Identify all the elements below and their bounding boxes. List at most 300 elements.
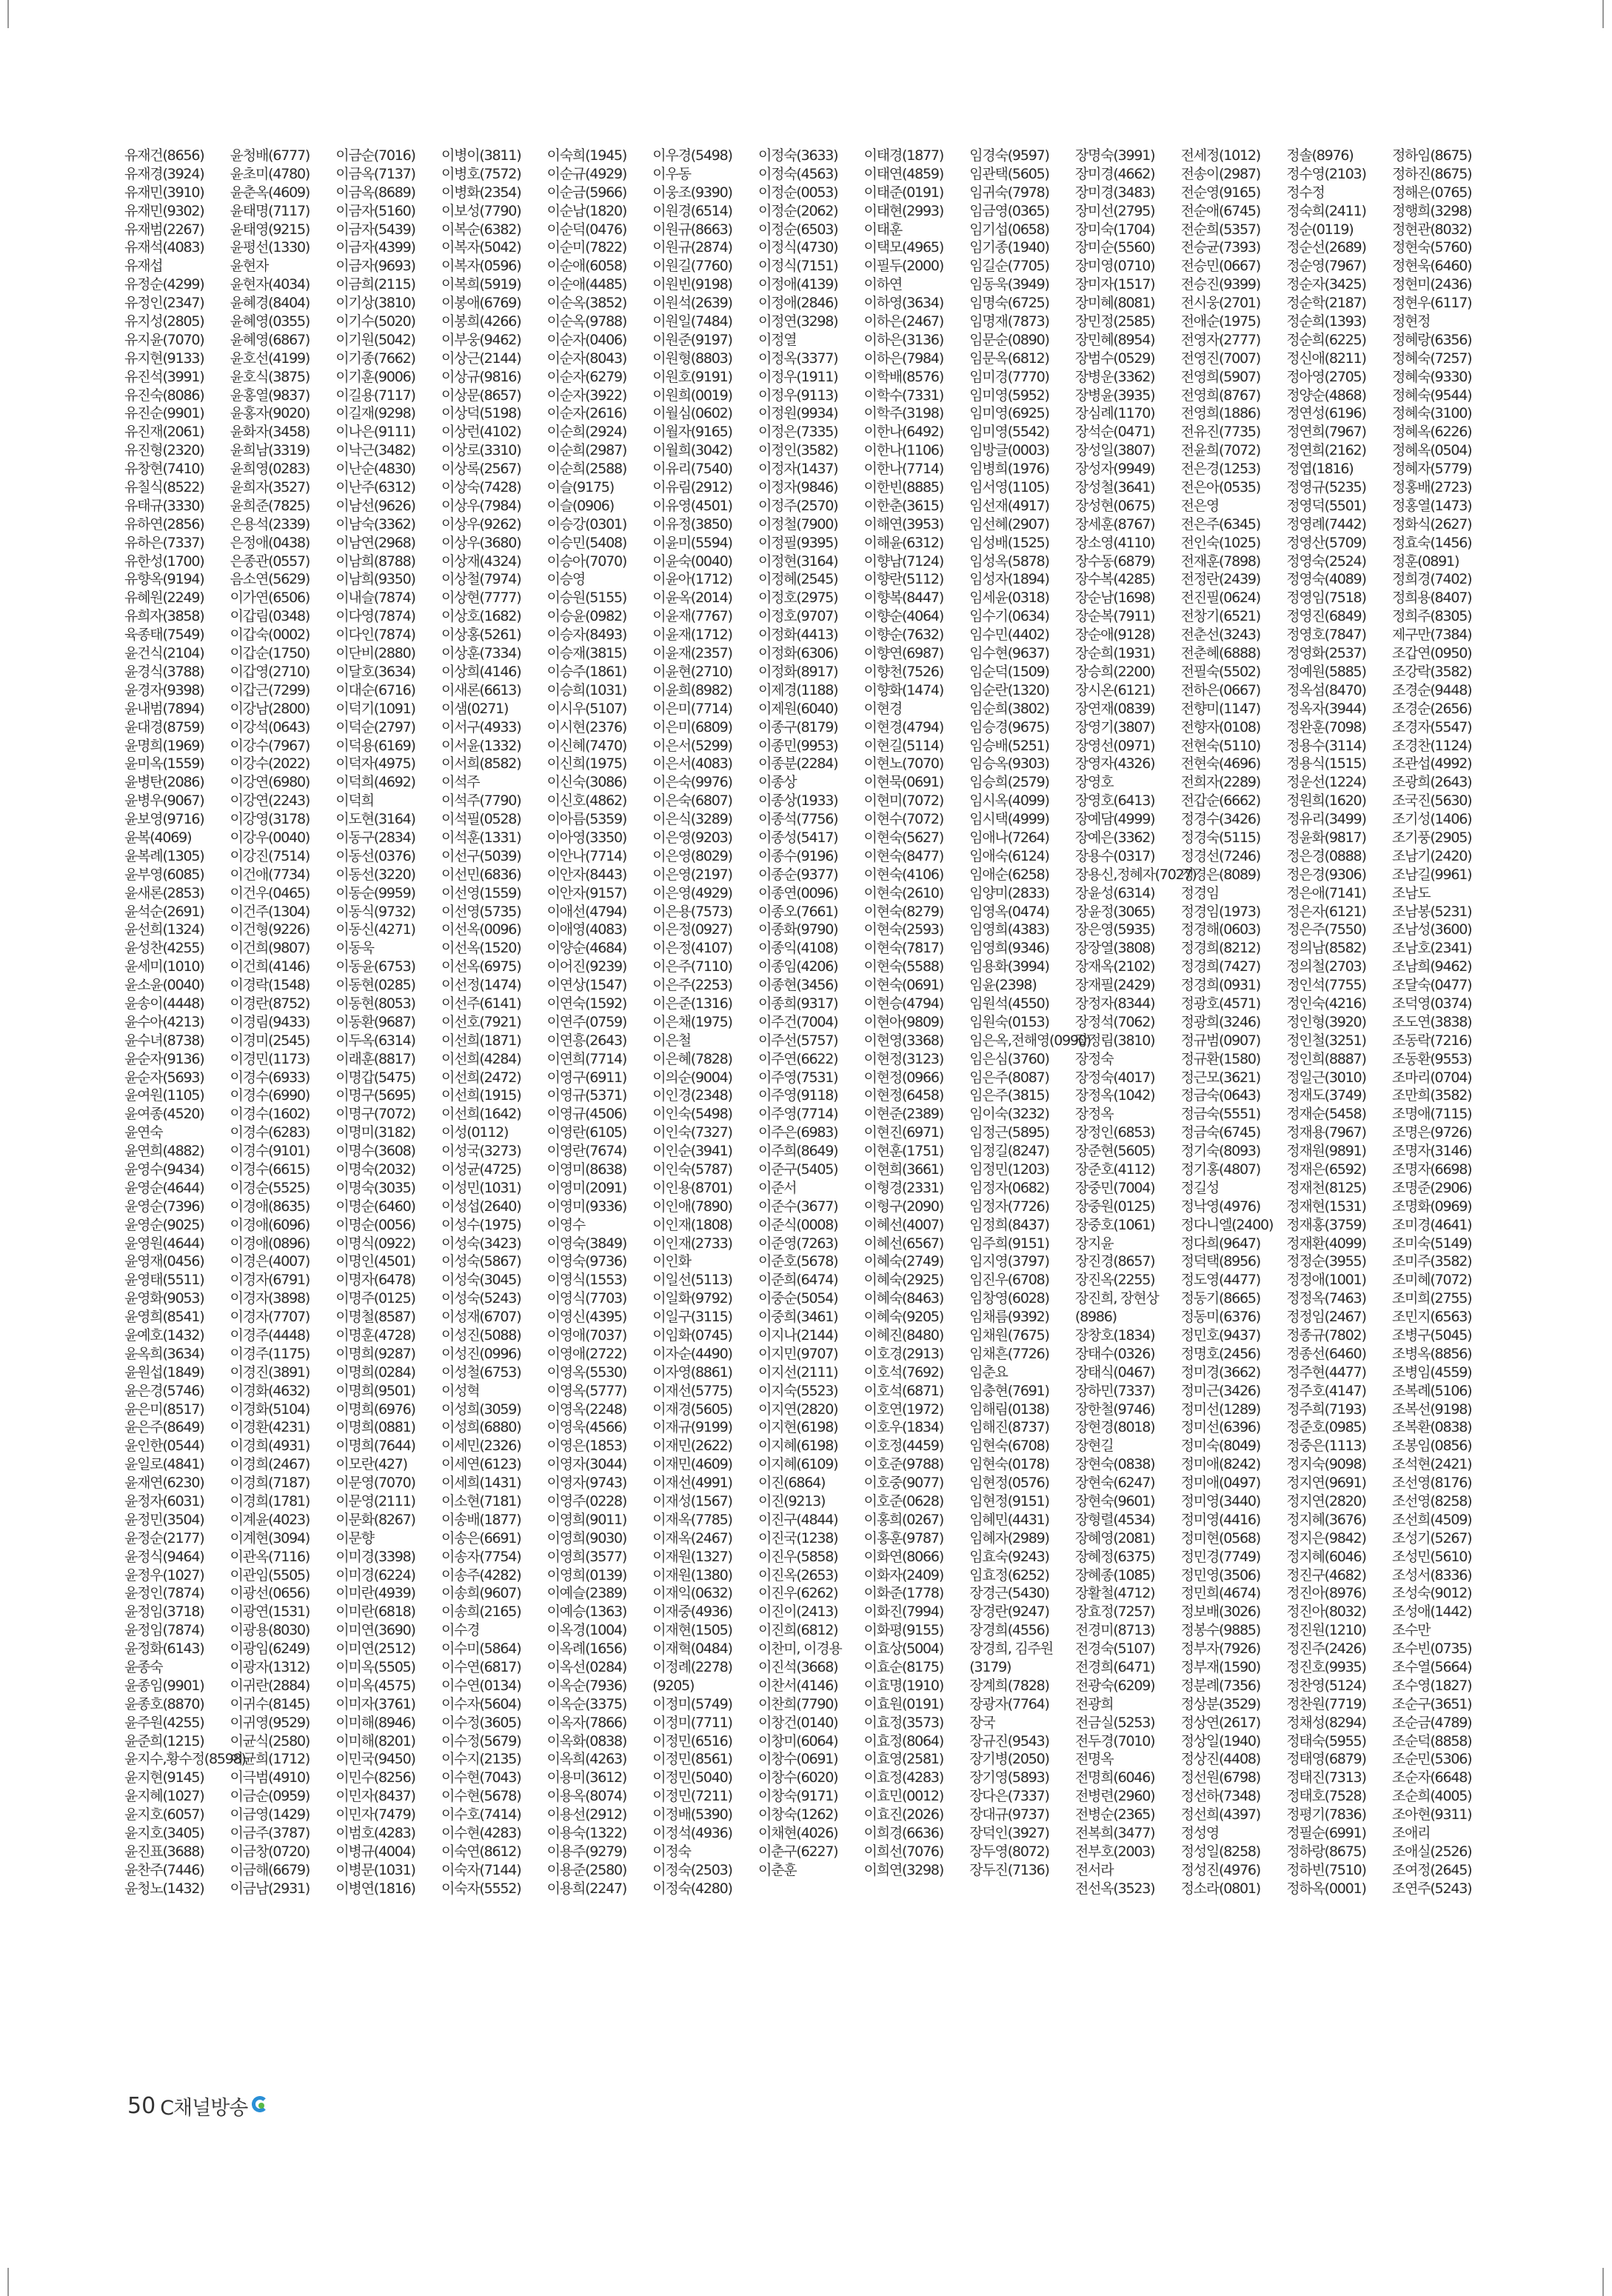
donor-name-entry: 이윤현(2710) (652, 663, 732, 680)
donor-name-entry: 윤건식(2104) (124, 645, 204, 662)
donor-name-entry: 이한나(1106) (863, 442, 944, 459)
donor-name-entry: 정순자(3425) (1286, 276, 1366, 293)
donor-name-entry: 임승옥(9303) (969, 755, 1049, 772)
crop-mark-top-right (1602, 0, 1604, 28)
donor-name-entry: 정지숙(9098) (1286, 1456, 1366, 1473)
donor-name-entry: 정인석(7755) (1286, 977, 1366, 994)
donor-name-entry: 이정민(8561) (652, 1751, 732, 1768)
donor-name-entry: 정현우(6117) (1391, 295, 1472, 312)
donor-name-entry: 이갑림(0348) (230, 608, 310, 625)
donor-name-entry: 이향순(4064) (863, 608, 944, 625)
donor-name-entry: 전시웅(2701) (1180, 295, 1261, 312)
donor-name-entry: 이진(9213) (757, 1493, 826, 1510)
donor-name-entry: 이효정(4283) (863, 1769, 944, 1786)
donor-name-entry: 이일구(3115) (652, 1309, 732, 1326)
donor-name-entry: 이재원(1327) (652, 1548, 732, 1565)
donor-name-entry: 이연희(7714) (546, 1050, 627, 1067)
donor-name-entry: 장순복(7911) (1074, 608, 1155, 625)
donor-name-entry: 정해은(0765) (1391, 184, 1472, 201)
donor-name-entry: 이창숙(1262) (757, 1806, 838, 1823)
name-column (969, 147, 1091, 2043)
donor-name-entry: 이세연(6123) (441, 1456, 521, 1473)
donor-name-entry: 이현희(3661) (863, 1161, 944, 1178)
name-column (124, 147, 246, 2043)
donor-name-entry: 이현정(0966) (863, 1069, 944, 1086)
page-number: 50 (127, 2092, 156, 2119)
donor-name-entry: 정준호(0985) (1286, 1419, 1366, 1436)
donor-name-entry: 임혜자(2989) (969, 1529, 1049, 1546)
donor-name-entry: 유태규(3330) (124, 497, 204, 514)
donor-name-entry: 이현수(7072) (863, 811, 944, 828)
donor-name-entry: 이은정(0927) (652, 921, 732, 938)
donor-name-entry: 장용신,정혜자(7027) (1074, 866, 1197, 883)
donor-name-entry: 이한나(7714) (863, 461, 944, 478)
donor-name-entry: 이선희(2472) (441, 1069, 521, 1086)
donor-name-entry: 조병구(5045) (1391, 1327, 1472, 1344)
donor-name-entry: 이순희(2987) (546, 442, 627, 459)
donor-name-entry: 정태영(6879) (1286, 1751, 1366, 1768)
donor-name-entry: 임서영(1105) (969, 479, 1049, 496)
donor-name-entry: 이은용(7573) (652, 903, 732, 920)
donor-name-entry: 윤태명(7117) (230, 202, 310, 219)
donor-name-entry: 이경애(6096) (230, 1216, 310, 1233)
donor-name-entry: 이창수(0691) (757, 1751, 838, 1768)
donor-name-entry: 윤인한(0544) (124, 1438, 204, 1455)
donor-name-entry: 조남도 (1391, 884, 1431, 901)
donor-name-entry: 윤지현(9145) (124, 1769, 204, 1786)
donor-name-entry: 이병규(4004) (335, 1843, 415, 1860)
donor-name-entry: 조병옥(8856) (1391, 1345, 1472, 1362)
donor-name-entry: 장국 (969, 1714, 995, 1731)
donor-name-entry: 이금순(7016) (335, 147, 415, 164)
donor-name-entry: 조성숙(9012) (1391, 1585, 1472, 1602)
donor-name-entry: 이정화(6306) (757, 645, 838, 662)
donor-name-entry: 장용수(0317) (1074, 847, 1155, 864)
donor-name-entry: 이형구(2090) (863, 1198, 944, 1215)
donor-name-entry: 이화평(9155) (863, 1622, 944, 1639)
donor-name-entry: 장예은(3362) (1074, 829, 1155, 846)
donor-name-entry: 정경숙(5115) (1180, 829, 1261, 846)
donor-name-entry: 조명자(6698) (1391, 1161, 1472, 1178)
donor-name-entry: 조관섭(4992) (1391, 755, 1472, 772)
donor-name-entry: 전두경(7010) (1074, 1732, 1155, 1749)
donor-name-entry: 이주건(7004) (757, 1013, 838, 1030)
donor-name-entry: 이정순(2062) (757, 202, 838, 219)
donor-name-entry: 윤병우(9067) (124, 792, 204, 810)
donor-name-entry: 이남선(9626) (335, 497, 415, 514)
donor-name-entry: 장다은(7337) (969, 1788, 1049, 1805)
donor-name-entry: 전금실(5253) (1074, 1714, 1155, 1731)
donor-name-entry: 이준수(3677) (757, 1198, 838, 1215)
donor-name-entry: 이균희(1712) (230, 1751, 310, 1768)
donor-name-entry: 이현숙(2593) (863, 921, 944, 938)
donor-name-entry: 윤소윤(0040) (124, 977, 204, 994)
donor-name-entry: 조선영(8258) (1391, 1493, 1472, 1510)
donor-name-entry: 장세훈(8767) (1074, 515, 1155, 533)
donor-name-entry: 이건희(9807) (230, 940, 310, 957)
donor-name-entry: 임경숙(9597) (969, 147, 1049, 164)
donor-name-entry: 이혜숙(8463) (863, 1290, 944, 1307)
donor-name-entry: 장광자(7764) (969, 1695, 1049, 1712)
donor-name-entry: 이순자(2616) (546, 405, 627, 422)
donor-name-entry: 조순덕(8858) (1391, 1732, 1472, 1749)
donor-name-entry: 이주영(7531) (757, 1069, 838, 1086)
donor-name-entry: 유재석(4083) (124, 239, 204, 256)
donor-name-entry: 조명애(7115) (1391, 1106, 1472, 1123)
donor-name-entry: 임기섭(0658) (969, 221, 1049, 238)
donor-name-entry: 이동선(3220) (335, 866, 415, 883)
donor-name-entry: 임수현(9637) (969, 645, 1049, 662)
donor-name-entry: 조광희(2643) (1391, 774, 1472, 791)
donor-name-entry: 이상희(4146) (441, 663, 521, 680)
donor-name-entry: 이영희(0139) (546, 1566, 627, 1583)
donor-name-entry: 이상현(7777) (441, 590, 521, 607)
donor-name-entry: 정재현(1531) (1286, 1198, 1366, 1215)
donor-name-entry: 이선옥(6975) (441, 958, 521, 975)
donor-name-entry: 정진아(8032) (1286, 1603, 1366, 1621)
donor-name-entry: 이영애(2722) (546, 1345, 627, 1362)
donor-name-entry: 이순옥(9788) (546, 313, 627, 330)
donor-name-entry: 정하빈(7510) (1286, 1861, 1366, 1878)
donor-name-entry: 장미영(0710) (1074, 258, 1155, 275)
donor-name-entry: 이나은(9111) (335, 424, 415, 441)
donor-name-entry: 이은서(5299) (652, 737, 732, 754)
donor-name-entry: 이미연(2512) (335, 1641, 415, 1658)
donor-name-entry: 조남성(3600) (1391, 921, 1472, 938)
donor-name-entry: 이영식(7703) (546, 1290, 627, 1307)
donor-name-entry: 정원희(1620) (1286, 792, 1366, 810)
donor-name-entry: 이윤숙(0040) (652, 553, 732, 570)
donor-name-entry: 이원일(7484) (652, 313, 732, 330)
donor-name-entry: 이영신(4395) (546, 1309, 627, 1326)
donor-name-entry: 이제원(6040) (757, 700, 838, 717)
donor-name-entry: 이강연(2243) (230, 792, 310, 810)
donor-name-entry: 정순영(7967) (1286, 258, 1366, 275)
donor-name-entry: 이용옥(8074) (546, 1788, 627, 1805)
donor-name-entry: 전희자(2289) (1180, 774, 1261, 791)
donor-name-entry: 전은주(6345) (1180, 515, 1261, 533)
donor-name-entry: 이소현(7181) (441, 1493, 521, 1510)
donor-name-entry: 조기성(1406) (1391, 811, 1472, 828)
donor-name-entry: 이영자(3044) (546, 1456, 627, 1473)
donor-name-entry: 장태식(0467) (1074, 1364, 1155, 1381)
donor-name-entry: 이동현(0285) (335, 977, 415, 994)
donor-name-entry: 이송희(9607) (441, 1585, 521, 1602)
donor-name-entry: 이상규(9816) (441, 368, 521, 385)
donor-name-entry: 이송은(6691) (441, 1529, 521, 1546)
donor-name-entry: 정금숙(6745) (1180, 1124, 1261, 1141)
donor-name-entry: 이영구(6911) (546, 1069, 627, 1086)
donor-name-entry: 이춘훈 (757, 1861, 797, 1878)
donor-name-entry: 윤화자(3458) (230, 424, 310, 441)
donor-name-entry: 조경순(2656) (1391, 700, 1472, 717)
donor-name-entry: 이옥례(1656) (546, 1641, 627, 1658)
donor-name-entry: 장성자(9949) (1074, 461, 1155, 478)
donor-name-entry: 이종익(4108) (757, 940, 838, 957)
donor-name-entry: 이종석(7756) (757, 811, 838, 828)
donor-name-entry: 이종상(1933) (757, 792, 838, 810)
donor-name-entry: 장현숙(9601) (1074, 1493, 1155, 1510)
donor-name-entry: 정상연(2617) (1180, 1714, 1261, 1731)
donor-name-entry: 이인경(2348) (652, 1087, 732, 1104)
name-column (441, 147, 536, 2043)
donor-name-entry: 임이숙(3232) (969, 1106, 1049, 1123)
donor-name-entry: 이유정(3850) (652, 515, 732, 533)
donor-name-entry: 정다니엘(2400) (1180, 1216, 1274, 1233)
donor-name-entry: 조민지(6563) (1391, 1309, 1472, 1326)
donor-name-entry: 이지현(6198) (757, 1419, 838, 1436)
donor-name-entry: 윤호식(3875) (230, 368, 310, 385)
donor-name-entry: 장은영(5935) (1074, 921, 1155, 938)
donor-name-entry: 조남봉(5231) (1391, 903, 1472, 920)
donor-name-entry: 유정순(4299) (124, 276, 204, 293)
donor-name-entry: 이승아(7070) (546, 553, 627, 570)
donor-name-entry: 정영덕(5501) (1286, 497, 1366, 514)
donor-name-entry: 임영희(9346) (969, 940, 1049, 957)
donor-name-entry: 이귀영(9529) (230, 1714, 310, 1731)
donor-name-entry: 이덕희 (335, 792, 374, 810)
donor-name-entry: 이강연(6980) (230, 774, 310, 791)
donor-name-entry: 윤보영(9716) (124, 811, 204, 828)
donor-name-entry: 윤지수,황수정(8598) (124, 1751, 246, 1768)
donor-name-entry: 이중순(5054) (757, 1290, 838, 1307)
donor-name-entry: 제구만(7384) (1391, 627, 1472, 644)
donor-name-entry: 윤춘옥(4609) (230, 184, 310, 201)
donor-name-entry: 이정화(8917) (757, 663, 838, 680)
donor-name-entry: 이은미(7714) (652, 700, 732, 717)
donor-name-entry: 정찬영(5124) (1286, 1677, 1366, 1694)
donor-name-entry: 임미영(5952) (969, 387, 1049, 404)
donor-name-entry: 이병호(7572) (441, 165, 521, 182)
donor-name-entry: 이준서 (757, 1179, 797, 1196)
donor-name-entry: 이준호(5678) (757, 1253, 838, 1270)
donor-name-entry: 전춘혜(6888) (1180, 645, 1261, 662)
donor-name-entry: 정성일(8258) (1180, 1843, 1261, 1860)
donor-name-entry: 이해윤(6312) (863, 534, 944, 551)
donor-name-entry: 정부자(7926) (1180, 1641, 1261, 1658)
donor-name-entry: 정경임 (1180, 884, 1220, 901)
donor-name-entry: 이유림(2912) (652, 479, 732, 496)
donor-name-entry: 윤수녀(8738) (124, 1032, 204, 1049)
donor-name-entry: 유재범(2267) (124, 221, 204, 238)
donor-name-entry: 이호준(9788) (863, 1456, 944, 1473)
donor-name-entry: 이혜숙(2925) (863, 1272, 944, 1289)
donor-name-entry: 전은경(1253) (1180, 461, 1261, 478)
name-column (864, 147, 959, 2043)
donor-name-entry: 정미숙(8049) (1180, 1438, 1261, 1455)
donor-name-entry: 이일선(5113) (652, 1272, 732, 1289)
donor-name-entry: 임선혜(2907) (969, 515, 1049, 533)
donor-name-entry: 장미선(2795) (1074, 202, 1155, 219)
donor-name-entry: 이순자(6279) (546, 368, 627, 385)
donor-name-entry: 이수지(2135) (441, 1751, 521, 1768)
donor-name-entry: 이월희(3042) (652, 442, 732, 459)
donor-name-entry: 이효명(1910) (863, 1677, 944, 1694)
donor-name-entry: 이경희(4931) (230, 1438, 310, 1455)
donor-name-entry: 조미주(3582) (1391, 1253, 1472, 1270)
donor-name-entry: 윤복(4069) (124, 829, 192, 846)
donor-name-entry: 전은아(0535) (1180, 479, 1261, 496)
donor-name-entry: 이호중(9077) (863, 1475, 944, 1492)
donor-name-entry: 이금창(0720) (230, 1843, 310, 1860)
donor-name-entry: 임미영(5542) (969, 424, 1049, 441)
donor-name-entry: 이단비(2880) (335, 645, 415, 662)
donor-name-entry: 조성기(5267) (1391, 1529, 1472, 1546)
donor-name-entry: 이재옥(7785) (652, 1511, 732, 1528)
donor-name-entry: 정규환(1580) (1180, 1050, 1261, 1067)
donor-name-entry: 이종민(9953) (757, 737, 838, 754)
donor-name-entry: 장정옥 (1074, 1106, 1114, 1123)
donor-name-entry: 이금희(2115) (335, 276, 415, 293)
donor-name-entry: 전정란(2439) (1180, 571, 1261, 588)
donor-name-entry: 장기병(2050) (969, 1751, 1049, 1768)
donor-name-entry: 이금자(9693) (335, 258, 415, 275)
donor-name-entry: 정민호(9437) (1180, 1327, 1261, 1344)
donor-name-entry: 이신숙(3086) (546, 774, 627, 791)
donor-name-entry: 이용미(3612) (546, 1769, 627, 1786)
donor-name-entry: 이현영(3368) (863, 1032, 944, 1049)
donor-name-entry: 윤정민(3504) (124, 1511, 204, 1528)
donor-name-entry: 이남연(2968) (335, 534, 415, 551)
donor-name-entry: 정의남(8582) (1286, 940, 1366, 957)
donor-name-entry: 이상재(4324) (441, 553, 521, 570)
donor-name-entry: 장재옥(2102) (1074, 958, 1155, 975)
donor-name-entry: 이선영(1559) (441, 884, 521, 901)
donor-name-entry: 이창숙(9171) (757, 1788, 838, 1805)
donor-name-entry: 이경민(1173) (230, 1050, 310, 1067)
donor-name-entry: 정엽(1816) (1286, 461, 1354, 478)
donor-name-entry: 이지혜(6109) (757, 1456, 838, 1473)
donor-name-entry: 이정우(1911) (757, 368, 838, 385)
donor-name-entry: 정훈(0891) (1391, 553, 1459, 570)
donor-name-entry: 조갑연(0950) (1391, 645, 1472, 662)
donor-name-entry: 이현숙(5588) (863, 958, 944, 975)
donor-name-entry: 이순옥(3852) (546, 295, 627, 312)
donor-name-entry: 이경수(6990) (230, 1087, 310, 1104)
donor-name-entry: 정진호(9935) (1286, 1659, 1366, 1676)
donor-name-entry: 정영화(2537) (1286, 645, 1366, 662)
donor-name-entry: 이태준(0191) (863, 184, 944, 201)
donor-name-entry: 이봉애(6769) (441, 295, 521, 312)
donor-name-entry: 이화자(2409) (863, 1566, 944, 1583)
donor-name-entry: 이재옥(2467) (652, 1529, 732, 1546)
donor-name-entry: 이선영(5735) (441, 903, 521, 920)
donor-name-entry: 이숙자(7144) (441, 1861, 521, 1878)
donor-name-entry: 이자영(8861) (652, 1364, 732, 1381)
donor-name-entry: 이동선(0376) (335, 847, 415, 864)
donor-name-entry: 장미경(3483) (1074, 184, 1155, 201)
donor-name-entry: 이윤아(1712) (652, 571, 732, 588)
donor-name-entry: 이송주(4282) (441, 1566, 521, 1583)
donor-name-entry: 이동현(8053) (335, 995, 415, 1012)
donor-name-entry: 정희경(7402) (1391, 571, 1472, 588)
donor-name-entry: 이명미(3182) (335, 1124, 415, 1141)
donor-name-entry: 정미애(0497) (1180, 1475, 1261, 1492)
donor-name-entry: 윤내범(7894) (124, 700, 204, 717)
donor-name-entry: 전창기(6521) (1180, 608, 1261, 625)
donor-name-entry: 정혜숙(7257) (1391, 350, 1472, 367)
donor-name-entry: 정인숙(4216) (1286, 995, 1366, 1012)
donor-name-entry: 윤현자(4034) (230, 276, 310, 293)
donor-name-entry: 이성섭(2640) (441, 1198, 521, 1215)
donor-name-entry: 전하은(0667) (1180, 681, 1261, 698)
donor-name-entry: 이윤재(1712) (652, 627, 732, 644)
donor-name-entry: 이은정(4107) (652, 940, 732, 957)
donor-name-entry: 정하임(8675) (1391, 147, 1472, 164)
donor-name-entry: 이미옥(4575) (335, 1677, 415, 1694)
donor-name-entry: 이정민(6516) (652, 1732, 732, 1749)
donor-name-entry: 전광희 (1074, 1695, 1114, 1712)
donor-name-entry: 이하영(3634) (863, 295, 944, 312)
donor-name-entry: 정옥섬(8470) (1286, 681, 1366, 698)
donor-name-entry: 임길순(7705) (969, 258, 1049, 275)
donor-name-entry: 이경림(9433) (230, 1013, 310, 1030)
donor-name-entry: 이금옥(8689) (335, 184, 415, 201)
donor-name-entry: 유지윤(7070) (124, 331, 204, 348)
donor-name-entry: 이주영(7714) (757, 1106, 838, 1123)
donor-name-entry: 정미선(6396) (1180, 1419, 1261, 1436)
donor-name-entry: 정정애(1001) (1286, 1272, 1366, 1289)
donor-name-entry: 이순애(6058) (546, 258, 627, 275)
donor-name-entry: 정영례(7442) (1286, 515, 1366, 533)
donor-name-entry: 조아현(9311) (1391, 1806, 1472, 1823)
donor-name-entry: 윤영재(0456) (124, 1253, 204, 1270)
donor-name-entry: 정아영(2705) (1286, 368, 1366, 385)
donor-name-entry: 윤대경(8759) (124, 718, 204, 735)
donor-name-entry: 정하옥(0001) (1286, 1880, 1366, 1897)
name-column (1286, 147, 1381, 2043)
donor-name-entry: 이현진(6971) (863, 1124, 944, 1141)
donor-name-entry: 이선희(1871) (441, 1032, 521, 1049)
donor-name-entry: 임원석(4550) (969, 995, 1049, 1012)
donor-name-entry: 이경자(7707) (230, 1309, 310, 1326)
donor-name-entry: 조여정(2645) (1391, 1861, 1472, 1878)
donor-name-entry: 장중원(0125) (1074, 1198, 1155, 1215)
donor-name-entry: 정인희(8887) (1286, 1050, 1366, 1067)
donor-name-entry: 정숙희(2411) (1286, 202, 1366, 219)
donor-name-entry: 전순희(5357) (1180, 221, 1261, 238)
donor-name-entry: 이창수(6020) (757, 1769, 838, 1786)
donor-name-entry: 전경숙(5107) (1074, 1641, 1155, 1658)
donor-name-entry: 이상로(3310) (441, 442, 521, 459)
donor-name-entry: 임영옥(0474) (969, 903, 1049, 920)
donor-name-entry: 임기종(1940) (969, 239, 1049, 256)
donor-name-entry: 임동욱(3949) (969, 276, 1049, 293)
donor-name-entry: 이복자(0596) (441, 258, 521, 275)
donor-name-entry: 이상훈(7334) (441, 645, 521, 662)
donor-name-entry: 정재환(4099) (1286, 1235, 1366, 1252)
donor-name-entry: 윤세미(1010) (124, 958, 204, 975)
donor-name-entry: 정민희(4674) (1180, 1585, 1261, 1602)
donor-name-entry: 이정미(7711) (652, 1714, 732, 1731)
donor-name-entry: 이향화(1474) (863, 681, 944, 698)
donor-name-entry: 이정례(2278) (652, 1659, 732, 1676)
donor-name-entry: 이정숙 (652, 1843, 691, 1860)
donor-name-entry: 정경선(7246) (1180, 847, 1261, 864)
donor-name-entry: 이안나(7714) (546, 847, 627, 864)
donor-name-entry: 조순구(3651) (1391, 1695, 1472, 1712)
donor-name-entry: 이달호(3634) (335, 663, 415, 680)
donor-name-entry: 장중호(1061) (1074, 1216, 1155, 1233)
donor-name-entry: 이상우(9262) (441, 515, 521, 533)
donor-name-entry: 정태진(7313) (1286, 1769, 1366, 1786)
donor-name-entry: 이종구(8179) (757, 718, 838, 735)
donor-name-entry: 이영희(9030) (546, 1529, 627, 1546)
donor-name-entry: 이준영(7263) (757, 1235, 838, 1252)
donor-name-entry: 이원희(0019) (652, 387, 732, 404)
donor-name-entry: 정은애(7141) (1286, 884, 1366, 901)
donor-name-entry: 이강남(2800) (230, 700, 310, 717)
